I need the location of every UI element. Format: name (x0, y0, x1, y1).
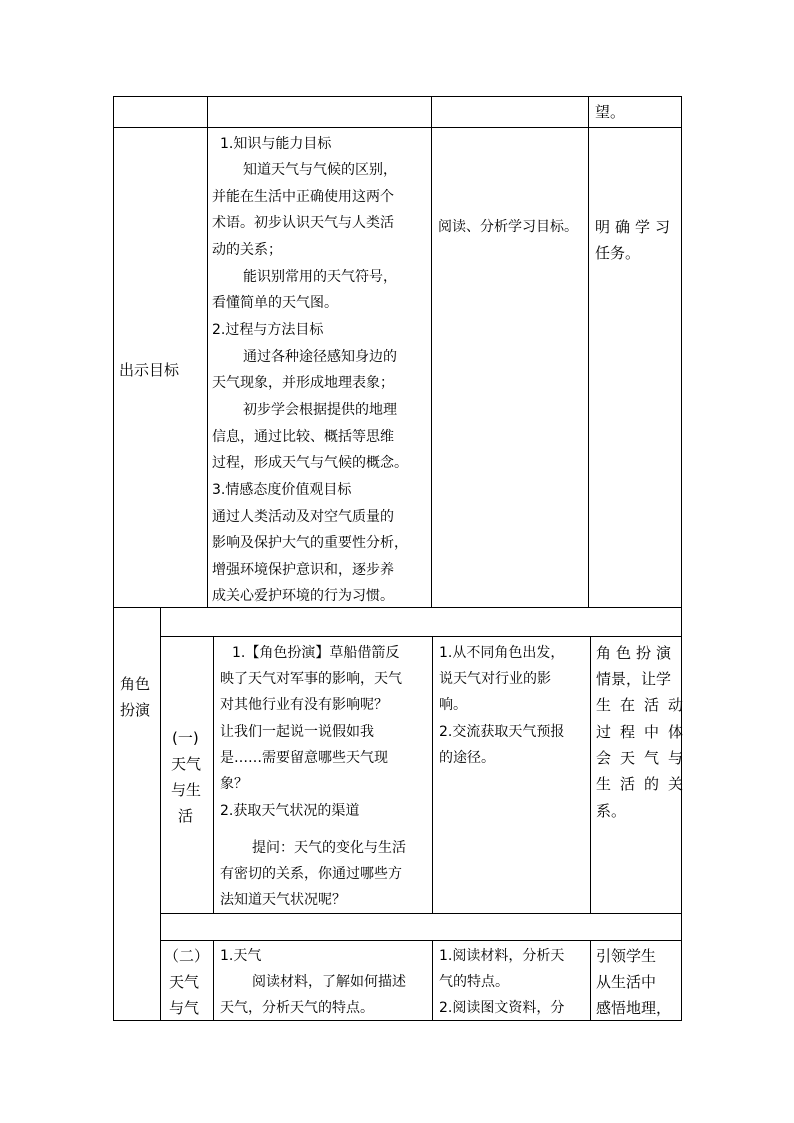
table-col-divider (590, 940, 591, 1021)
table-row-divider (160, 940, 682, 941)
sec1-intent-line: 生活的关 (596, 775, 693, 793)
sec1-line: 象？ (220, 776, 248, 792)
sec1-student-line: 说天气对行业的影 (439, 671, 551, 687)
goals-line: 知道天气与气候的区别， (243, 162, 397, 178)
sec2-intent-line: 引领学生 (596, 947, 657, 965)
sec1-intent-line: 角色扮演 (596, 644, 677, 662)
sec1-line: 是……需要留意哪些天气现 (220, 750, 388, 766)
table-row-divider (160, 913, 682, 914)
sec1-line: 法知道天气状况呢？ (220, 892, 346, 908)
table-row-divider (113, 127, 682, 128)
goals-line: 初步学会根据提供的地理 (243, 402, 397, 418)
table-col-divider (160, 607, 161, 1021)
goals-line: 并能在生活中正确使用这两个 (212, 189, 394, 205)
sec1-intent-line: 情景，让学 (596, 670, 672, 688)
sec1-student-line: 1.从不同角色出发， (439, 645, 565, 661)
goals-intent-line: 任务。 (595, 244, 641, 262)
table-col-divider (207, 96, 208, 608)
goals-student-text: 阅读、分析学习目标。 (438, 219, 578, 235)
sec1-student-line: 的途径。 (439, 750, 495, 766)
sec2-student-line: 气的特点。 (439, 974, 509, 990)
goals-line: 3.情感态度价值观目标 (212, 482, 352, 498)
sec1-student-line: 响。 (439, 697, 467, 713)
table-col-divider (590, 636, 591, 914)
sec2-label: （二） (164, 947, 210, 965)
sec2-student-line: 2.阅读图文资料，分 (439, 1000, 565, 1016)
sec1-line: 有密切的关系，你通过哪些方 (220, 866, 402, 882)
sec2-label: 天气 (169, 973, 200, 991)
roleplay-label: 扮演 (120, 701, 151, 719)
goals-line: 能识别常用的天气符号， (243, 269, 397, 285)
sec1-line: 映了天气对军事的影响，天气 (220, 671, 402, 687)
goals-line: 影响及保护大气的重要性分析， (212, 535, 408, 551)
sec2-line: 阅读材料，了解如何描述 (252, 974, 406, 990)
sec1-line: 对其他行业有没有影响呢？ (220, 697, 388, 713)
sec2-intent-line: 感悟地理， (596, 999, 672, 1017)
table-row-divider (113, 607, 682, 608)
goals-line: 动的关系； (212, 242, 282, 258)
table-col-divider (213, 940, 214, 1021)
roleplay-label: 角色 (120, 675, 151, 693)
sec1-intent-line: 生在活动 (596, 696, 693, 714)
table-col-divider (213, 636, 214, 914)
goals-line: 增强环境保护意识和，逐步养 (212, 562, 394, 578)
goals-line: 天气现象，并形成地理表象； (212, 375, 394, 391)
goals-line: 信息，通过比较、概括等思维 (212, 429, 394, 445)
table-col-divider (588, 96, 589, 608)
sec1-intent-line: 会天气与 (596, 749, 693, 767)
goals-line: 成关心爱护环境的行为习惯。 (212, 588, 394, 604)
table-col-divider (431, 96, 432, 608)
goals-line: 术语。初步认识天气与人类活 (212, 215, 394, 231)
goals-line: 通过人类活动及对空气质量的 (212, 509, 394, 525)
goals-line: 1.知识与能力目标 (220, 136, 332, 152)
sec1-line: 让我们一起说一说假如我 (220, 724, 374, 740)
goals-label: 出示目标 (119, 361, 180, 379)
goals-line: 通过各种途径感知身边的 (243, 349, 397, 365)
table-border-left (113, 96, 114, 1021)
table-row-divider (160, 636, 682, 637)
sec2-line: 天气，分析天气的特点。 (220, 1000, 374, 1016)
sec1-label: 天气 (171, 755, 202, 773)
sec1-label: 活 (178, 807, 194, 825)
sec1-intent-line: 系。 (596, 802, 627, 820)
sec2-intent-line: 从生活中 (596, 973, 657, 991)
sec1-line: 提问：天气的变化与生活 (252, 840, 406, 856)
table-col-divider (432, 636, 433, 914)
table-col-divider (432, 940, 433, 1021)
sec1-label: (一) (172, 729, 199, 747)
goals-line: 过程，形成天气与气候的概念。 (212, 455, 408, 471)
sec1-student-line: 2.交流获取天气预报 (439, 724, 565, 740)
table-border-right (681, 96, 682, 1021)
goals-line: 2.过程与方法目标 (212, 322, 324, 338)
sec1-line: 2.获取天气状况的渠道 (220, 803, 360, 819)
goals-line: 看懂简单的天气图。 (212, 295, 338, 311)
table-border-top (113, 96, 682, 97)
sec1-label: 与生 (171, 781, 202, 799)
sec2-label: 与气 (169, 999, 200, 1017)
goals-intent-line: 明确学习 (595, 218, 676, 236)
sec2-student-line: 1.阅读材料，分析天 (439, 948, 565, 964)
sec1-line: 1.【角色扮演】草船借箭反 (232, 645, 400, 661)
row0-intent-text: 望。 (595, 103, 626, 121)
sec1-intent-line: 过程中体 (596, 723, 693, 741)
sec2-line: 1.天气 (220, 948, 262, 964)
